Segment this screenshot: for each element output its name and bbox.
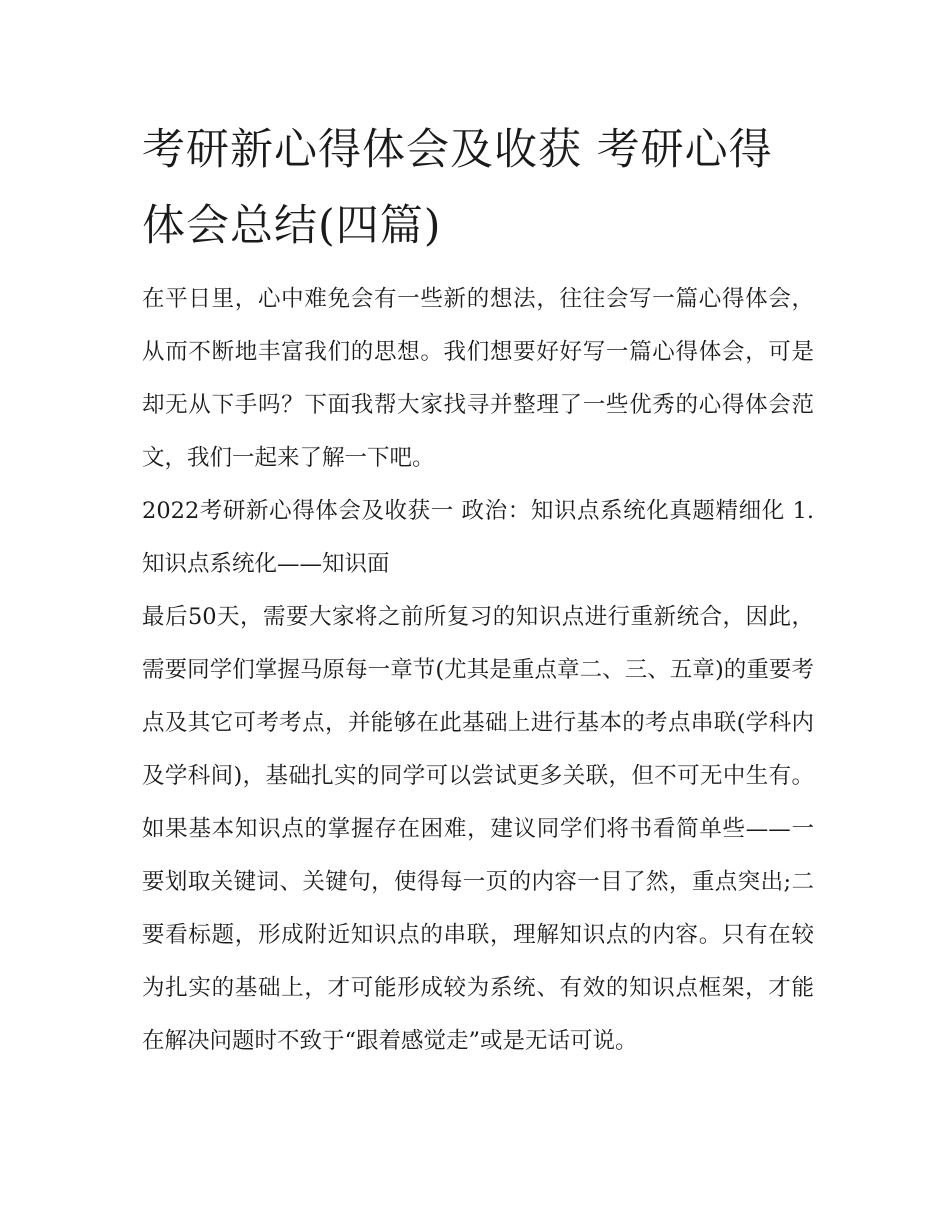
document-content (142, 112, 814, 1068)
section-heading-paragraph: 2022考研新心得体会及收获一 政治：知识点系统化真题精细化 1.知识点系统化——知识面 (142, 498, 814, 577)
document-title: 考研新心得体会及收获 考研心得体会总结(四篇) (142, 125, 773, 251)
intro-paragraph: 在平日里，心中难免会有一些新的想法，往往会写一篇心得体会，从而不断地丰富我们的思想。我们想要好好写一篇心得体会，可是却无从下手吗？下面我帮大家找寻并整理了一些优秀的心得体会范文，我们一起来了解一下吧。 (142, 286, 814, 471)
body-paragraph: 最后50天，需要大家将之前所复习的知识点进行重新统合，因此，需要同学们掌握马原每一章节(尤其是重点章二、三、五章)的重要考点及其它可考考点，并能够在此基础上进行基本的考点串联(学科内及学科间)，基础扎实的同学可以尝试更多关联，但不可无中生有。如果基本知识点的掌握存在困难，建议同学们将书看简单些——一要划取关键词、关键句，使得每一页的内容一目了然，重点突出;二要看标题，形成附近知识点的串联，理解知识点的内容。只有在较为扎实的基础上，才可能形成较为系统、有效的知识点框架，才能在解决问题时不致于“跟着感觉走”或是无话可说。 (142, 604, 814, 1054)
document-body (142, 273, 814, 1068)
